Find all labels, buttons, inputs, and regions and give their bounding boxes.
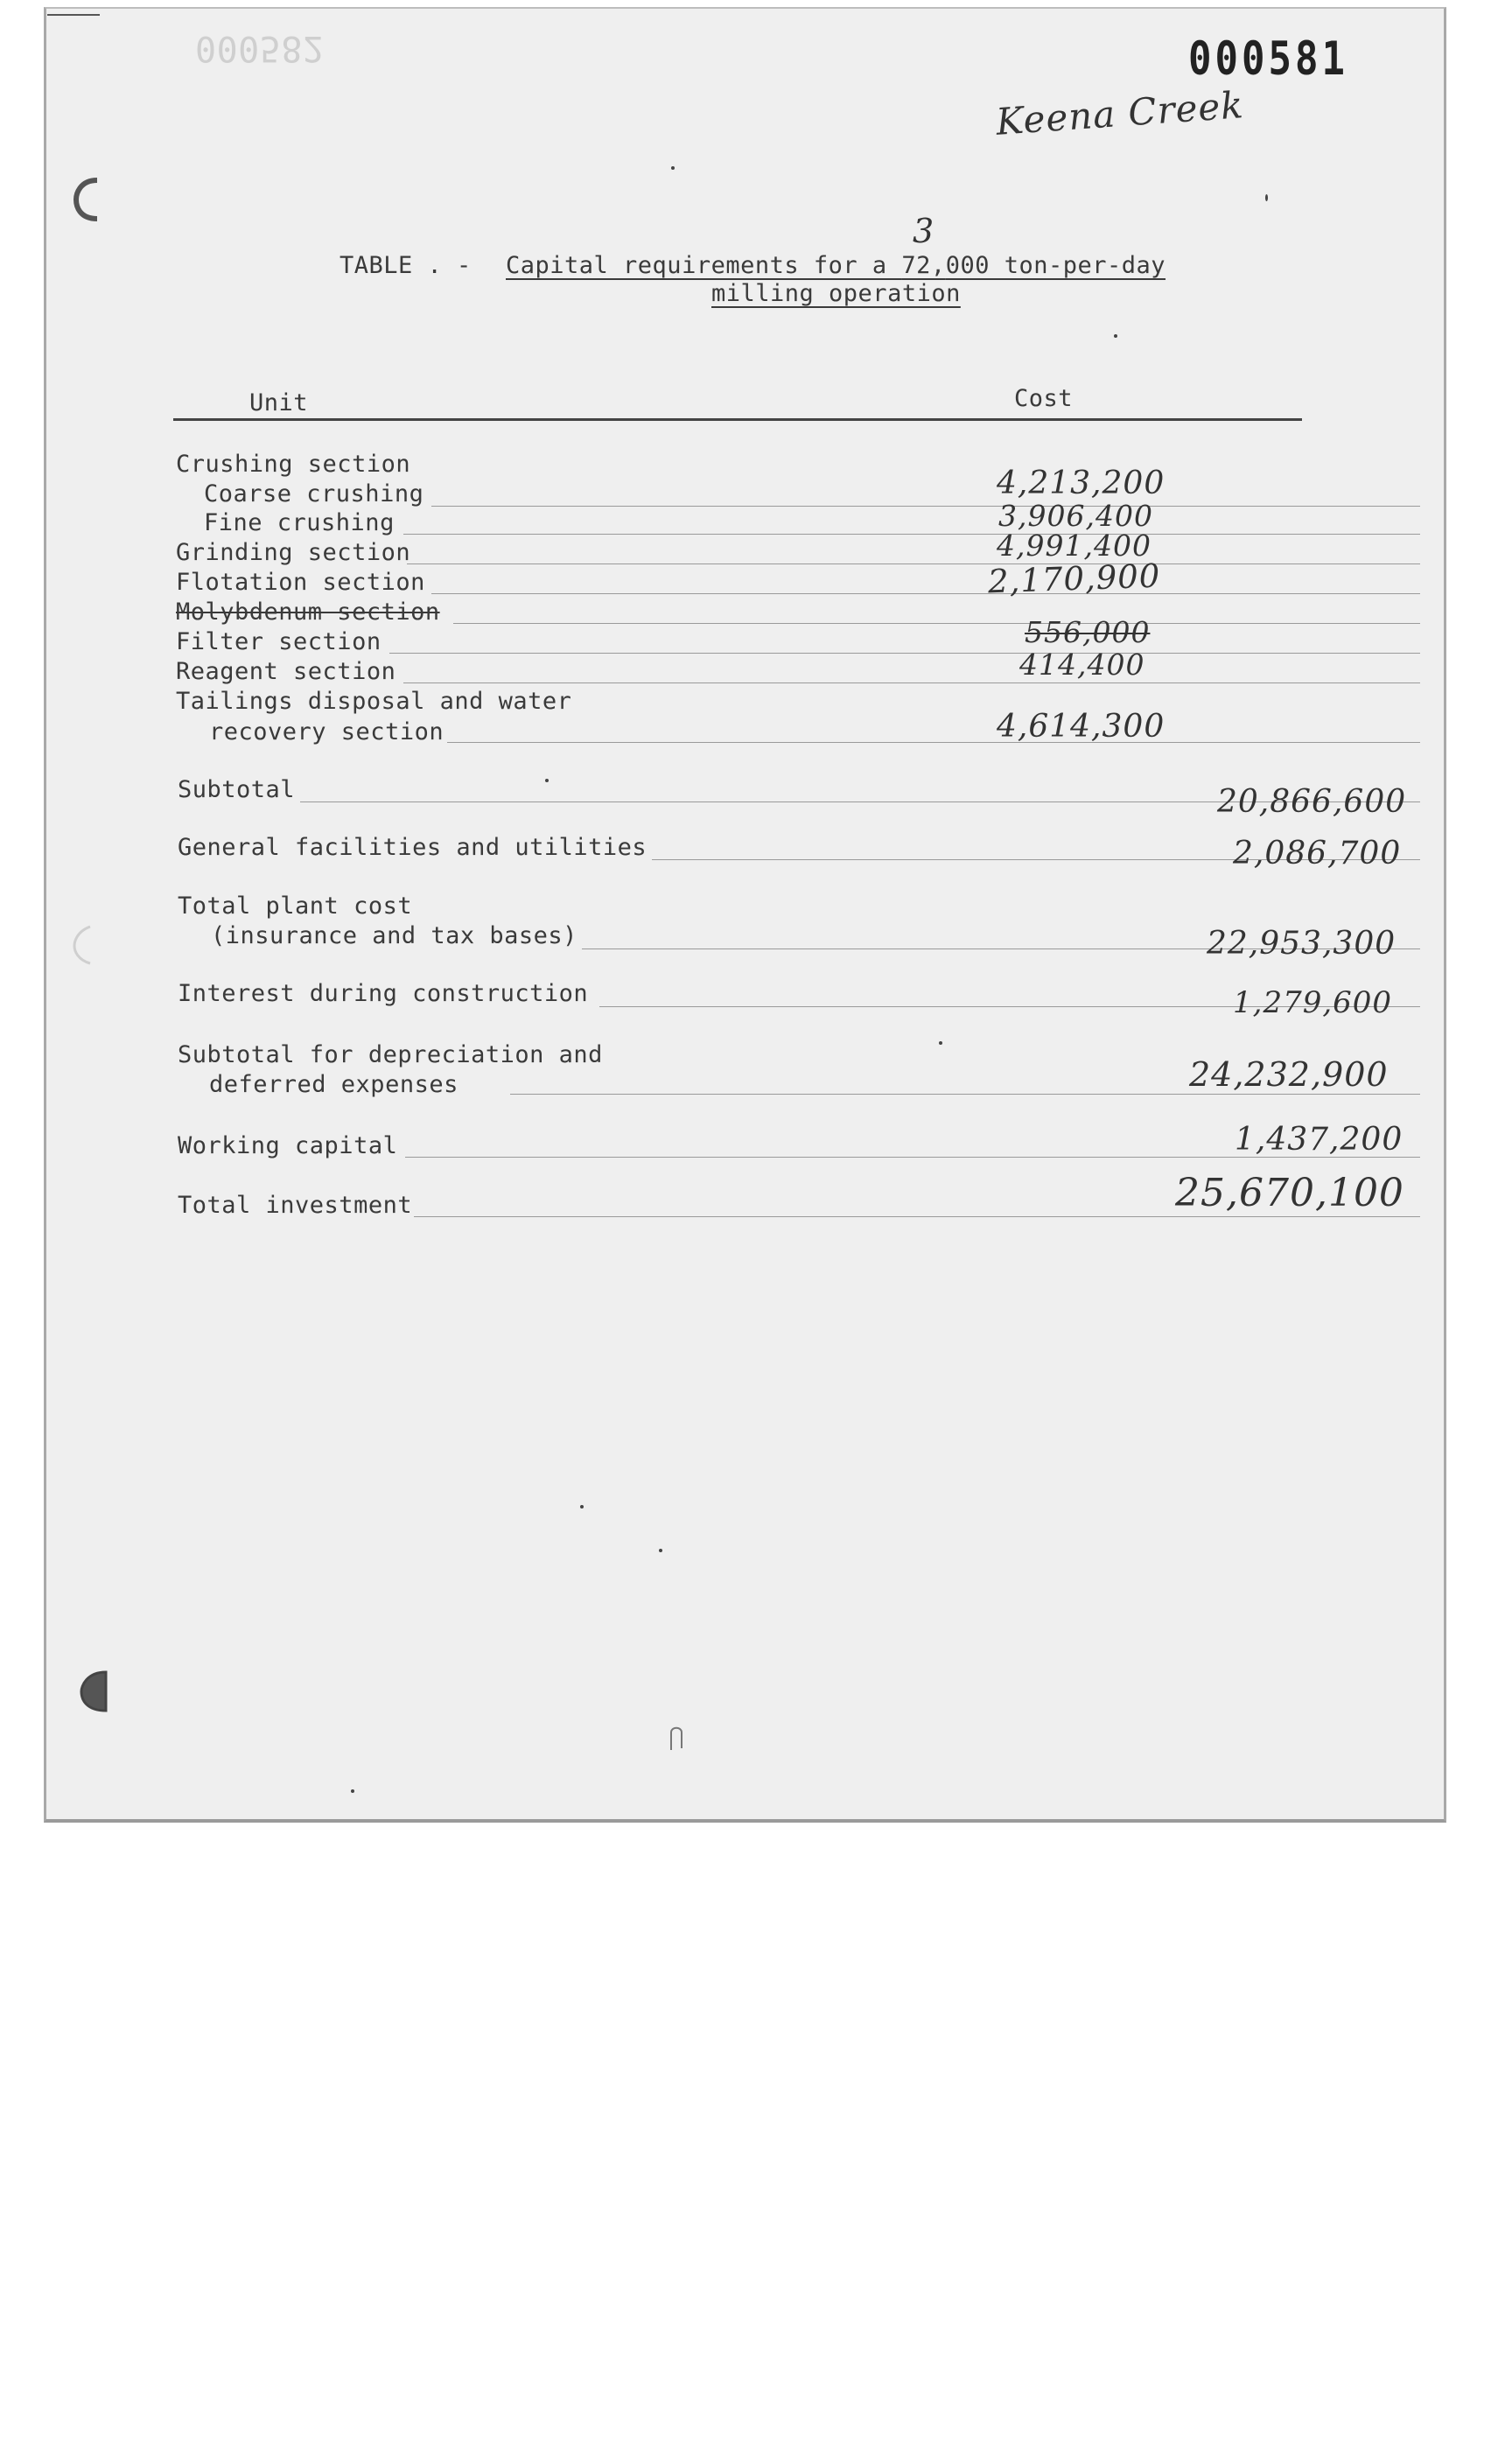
- row-coarse-crushing-label: Coarse crushing: [204, 480, 424, 508]
- row-filter-label: Filter section: [176, 628, 382, 655]
- binder-hole-faint-icon: [69, 923, 95, 967]
- row-total-investment-label: Total investment: [178, 1192, 413, 1219]
- title-text-start: Capital requirements for a: [506, 252, 902, 279]
- binder-hole-bottom-icon: [76, 1667, 113, 1716]
- leader-line: [510, 1094, 1420, 1095]
- paper-clip-mark-icon: [666, 1724, 687, 1754]
- row-general-facilities-label: General facilities and utilities: [178, 834, 648, 861]
- row-subtotal-label: Subtotal: [178, 776, 296, 803]
- row-total-plant-label: Total plant cost: [178, 892, 413, 920]
- title-struck-number: 72,: [901, 252, 946, 279]
- row-deferred-expenses-label: deferred expenses: [209, 1071, 458, 1098]
- row-insurance-label: (insurance and tax bases): [211, 922, 578, 949]
- row-flotation-label: Flotation section: [176, 569, 425, 596]
- leader-line: [403, 682, 1420, 683]
- row-reagent-cost: 414,400: [1019, 648, 1145, 682]
- leader-line: [447, 742, 1420, 743]
- column-header-unit: Unit: [249, 389, 309, 416]
- row-fine-crushing-cost: 3,906,400: [998, 499, 1153, 533]
- row-total-plant-cost: 22,953,300: [1207, 926, 1396, 962]
- speck: [659, 1549, 662, 1552]
- speck: [580, 1505, 584, 1508]
- page-corner-mark: [47, 14, 100, 16]
- row-interest-cost: 1,279,600: [1233, 985, 1393, 1020]
- leader-line: [431, 593, 1420, 594]
- row-grinding-cost: 4,991,400: [997, 528, 1152, 563]
- row-coarse-crushing-cost: 4,213,200: [997, 466, 1166, 501]
- title-inserted-number: 3: [913, 212, 935, 250]
- row-working-capital-label: Working capital: [178, 1132, 398, 1159]
- leader-line: [453, 623, 1420, 624]
- column-header-cost: Cost: [1014, 385, 1074, 412]
- speck: [671, 166, 675, 170]
- speck: [545, 779, 549, 782]
- row-crushing-label: Crushing section: [176, 451, 411, 478]
- speck: [939, 1041, 942, 1045]
- row-grinding-label: Grinding section: [176, 539, 411, 566]
- leader-line: [403, 534, 1420, 535]
- bleed-through-number: 000582: [195, 28, 325, 68]
- speck: [1265, 194, 1268, 201]
- row-working-capital-cost: 1,437,200: [1235, 1122, 1404, 1158]
- row-fine-crushing-label: Fine crushing: [204, 509, 395, 536]
- row-filter-cost: 556,000: [1025, 615, 1151, 649]
- table-title-line2: milling operation: [711, 280, 961, 307]
- handwritten-note: Keena Creek: [994, 83, 1246, 144]
- row-subtotal-cost: 20,866,600: [1217, 784, 1407, 820]
- row-recovery-cost: 4,614,300: [997, 709, 1166, 745]
- leader-line: [431, 506, 1420, 507]
- doc-number-stamp: 000581: [1188, 32, 1348, 87]
- table-title-line1: [506, 252, 1166, 279]
- table-label: TABLE . -: [340, 252, 472, 279]
- row-molybdenum-label: Molybdenum section: [176, 598, 440, 626]
- document-page: [44, 7, 1446, 1823]
- speck: [1114, 334, 1117, 338]
- title-text-end: 000 ton-per-day: [945, 252, 1166, 279]
- row-tailings-label: Tailings disposal and water: [176, 688, 572, 715]
- row-subtotal-depreciation-label: Subtotal for depreciation and: [178, 1041, 603, 1068]
- row-depreciation-cost: 24,232,900: [1189, 1055, 1389, 1094]
- speck: [351, 1789, 354, 1793]
- leader-line: [389, 653, 1420, 654]
- binder-hole-top-icon: [71, 175, 106, 224]
- row-total-investment-cost: 25,670,100: [1175, 1171, 1404, 1215]
- row-interest-label: Interest during construction: [178, 980, 589, 1007]
- row-general-facilities-cost: 2,086,700: [1233, 836, 1402, 872]
- leader-line: [414, 1216, 1420, 1217]
- row-recovery-label: recovery section: [209, 718, 444, 746]
- row-flotation-cost: 2,170,900: [987, 556, 1162, 601]
- header-rule: [173, 418, 1302, 421]
- row-reagent-label: Reagent section: [176, 658, 396, 685]
